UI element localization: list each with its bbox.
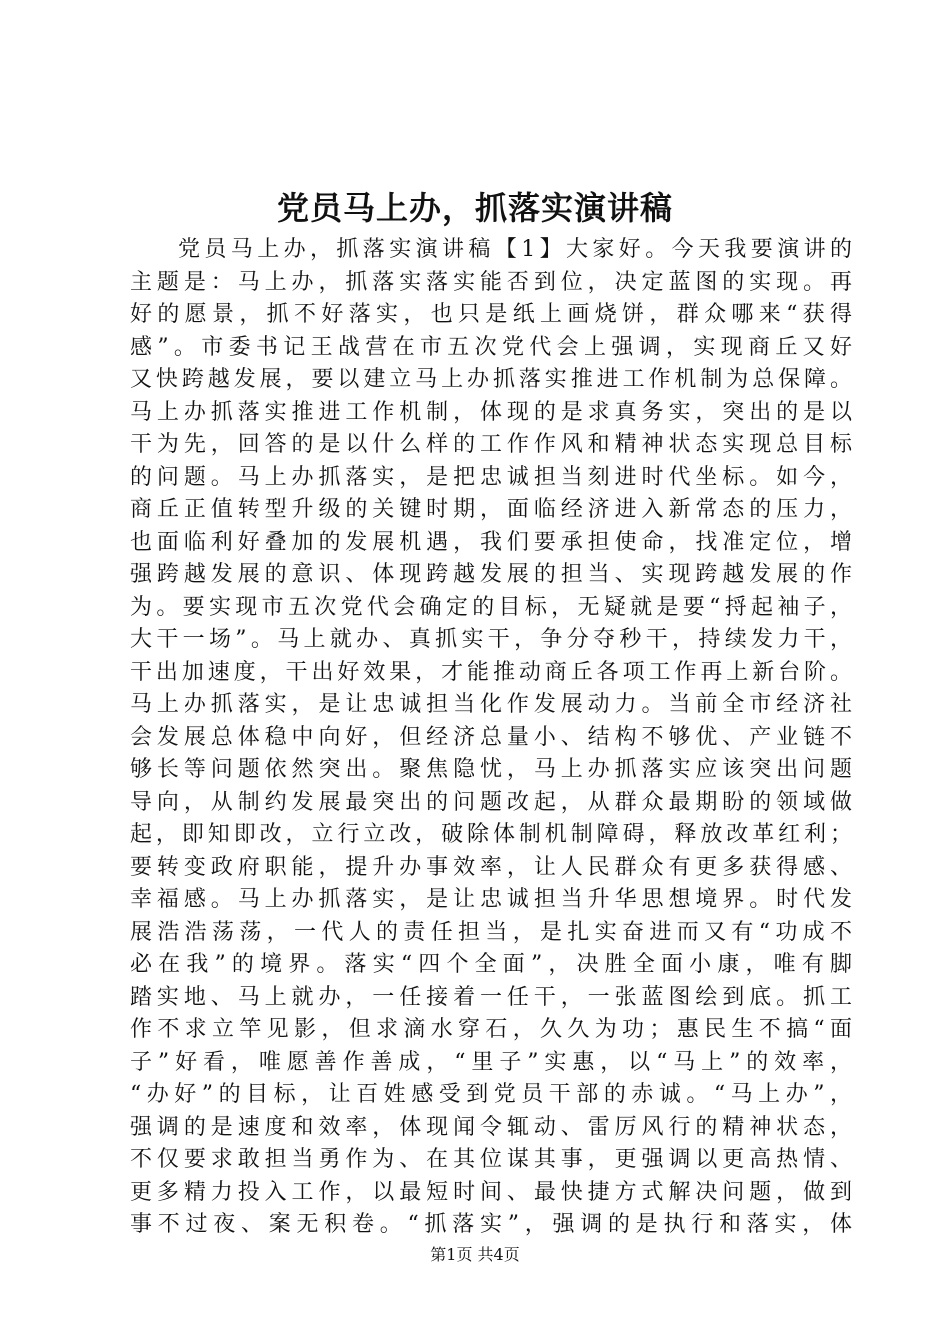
paragraph-line: 导向，从制约发展最突出的问题改起，从群众最期盼的领域做 [130,789,852,815]
paragraph-line: 踏实地、马上就办，一任接着一任干，一张蓝图绘到底。抓工 [130,984,852,1010]
paragraph-line: 够长等问题依然突出。聚焦隐忧，马上办抓落实应该突出问题 [130,757,852,782]
paragraph-line: 子”好看，唯愿善作善成，“里子”实惠，以“马上”的效率， [130,1049,852,1075]
paragraph-line: 马上办抓落实，是让忠诚担当化作发展动力。当前全市经济社 [130,692,852,717]
paragraph-line: 不仅要求敢担当勇作为、在其位谋其事，更强调以更高热情、 [130,1147,852,1172]
paragraph-line: 的问题。马上办抓落实，是把忠诚担当刻进时代坐标。如今， [130,464,852,490]
paragraph-line: 感”。市委书记王战营在市五次党代会上强调，实现商丘又好 [130,334,852,360]
paragraph-line: 主题是：马上办，抓落实落实能否到位，决定蓝图的实现。再 [130,269,852,295]
paragraph-line: 幸福感。马上办抓落实，是让忠诚担当升华思想境界。时代发 [130,887,852,912]
document-body [130,234,852,1242]
paragraph-line: 事不过夜、案无积卷。“抓落实”，强调的是执行和落实，体 [130,1212,852,1237]
document-title: 党员马上办，抓落实演讲稿 [276,189,673,227]
paragraph-line: 强跨越发展的意识、体现跨越发展的担当、实现跨越发展的作 [130,562,852,587]
paragraph-line: 也面临利好叠加的发展机遇，我们要承担使命，找准定位，增 [130,529,852,555]
paragraph-line: 马上办抓落实推进工作机制，体现的是求真务实，突出的是以 [130,399,852,425]
paragraph-line: 党员马上办，抓落实演讲稿【1】大家好。今天我要演讲的 [178,237,852,262]
paragraph-line: 更多精力投入工作，以最短时间、最快捷方式解决问题，做到 [130,1179,852,1205]
paragraph-line: 起，即知即改，立行立改，破除体制机制障碍，释放改革红利； [130,822,852,847]
paragraph-line: 展浩浩荡荡，一代人的责任担当，是扎实奋进而又有“功成不 [130,919,852,945]
paragraph-line: 大干一场”。马上就办、真抓实干，争分夺秒干，持续发力干， [130,627,852,652]
paragraph-line: 为。要实现市五次党代会确定的目标，无疑就是要“捋起袖子， [130,594,852,620]
paragraph-line: 干出加速度，干出好效果，才能推动商丘各项工作再上新台阶。 [130,659,852,685]
paragraph-line: 会发展总体稳中向好，但经济总量小、结构不够优、产业链不 [130,724,852,750]
paragraph-line: 好的愿景，抓不好落实，也只是纸上画烧饼，群众哪来“获得 [130,302,852,327]
paragraph-line: 又快跨越发展，要以建立马上办抓落实推进工作机制为总保障。 [130,367,852,392]
paragraph-line: 商丘正值转型升级的关键时期，面临经济进入新常态的压力， [130,497,852,522]
paragraph-line: 要转变政府职能，提升办事效率，让人民群众有更多获得感、 [130,854,852,880]
page-footer: 第1页 共4页 [430,1245,520,1264]
paragraph-line: 作不求立竿见影，但求滴水穿石，久久为功；惠民生不搞“面 [130,1017,852,1042]
paragraph-line: 干为先，回答的是以什么样的工作作风和精神状态实现总目标 [130,432,852,457]
paragraph-line: “办好”的目标，让百姓感受到党员干部的赤诚。“马上办”， [130,1082,852,1107]
paragraph-line: 强调的是速度和效率，体现闻令辄动、雷厉风行的精神状态， [130,1114,852,1140]
paragraph-line: 必在我”的境界。落实“四个全面”，决胜全面小康，唯有脚 [130,952,852,977]
